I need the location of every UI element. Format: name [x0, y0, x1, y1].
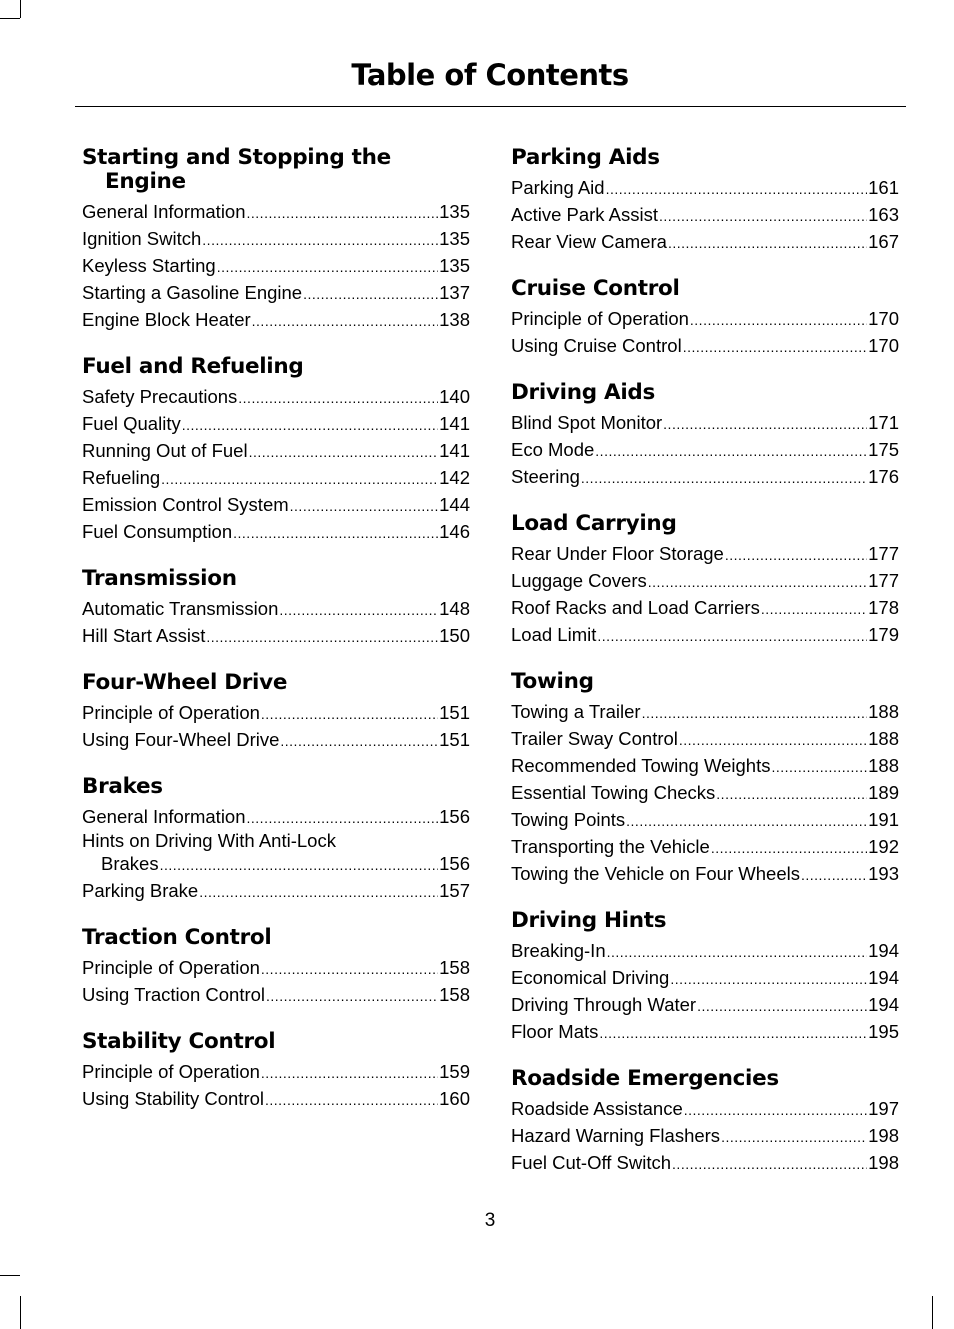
toc-entry[interactable]	[511, 568, 899, 595]
entry-page-number: 177	[868, 570, 899, 591]
dot-leader	[247, 804, 439, 831]
toc-entry[interactable]	[82, 982, 470, 1009]
entry-label: Starting a Gasoline Engine	[82, 282, 303, 303]
title-rule	[75, 106, 906, 107]
dot-leader	[626, 807, 867, 834]
toc-entry[interactable]	[511, 175, 899, 202]
entry-label: Principle of Operation	[82, 1061, 260, 1082]
entry-page-number: 158	[439, 984, 470, 1005]
toc-entry[interactable]	[82, 465, 470, 492]
dot-leader	[206, 623, 438, 650]
entry-label: Principle of Operation	[511, 308, 689, 329]
toc-entry[interactable]	[511, 699, 899, 726]
toc-entry[interactable]	[82, 727, 470, 754]
toc-section	[82, 926, 470, 1009]
dot-leader	[202, 226, 438, 253]
toc-entry[interactable]	[82, 700, 470, 727]
dot-leader	[595, 437, 867, 464]
entry-label: Principle of Operation	[82, 702, 260, 723]
entry-page-number: 176	[868, 466, 899, 487]
entry-page-number: 137	[439, 282, 470, 303]
section-title[interactable]: Stability Control	[82, 1029, 276, 1054]
toc-entry[interactable]	[511, 595, 899, 622]
entry-label: Roof Racks and Load Carriers	[511, 597, 760, 618]
toc-entry[interactable]	[511, 965, 899, 992]
entry-label: Breaking-In	[511, 940, 606, 961]
dot-leader	[711, 834, 867, 861]
dot-leader	[249, 438, 439, 465]
toc-entry[interactable]	[82, 519, 470, 546]
toc-entry[interactable]	[511, 541, 899, 568]
dot-leader	[266, 982, 438, 1009]
toc-section	[82, 355, 470, 546]
entry-page-number: 170	[868, 335, 899, 356]
entry-page-number: 135	[439, 228, 470, 249]
dot-leader	[233, 519, 438, 546]
dot-leader	[668, 229, 867, 256]
entry-page-number: 178	[868, 597, 899, 618]
dot-leader	[182, 411, 438, 438]
entry-page-number: 140	[439, 386, 470, 407]
entry-label: Floor Mats	[511, 1021, 599, 1042]
dot-leader	[716, 780, 867, 807]
dot-leader	[261, 955, 438, 982]
entry-page-number: 141	[439, 440, 470, 461]
dot-leader	[663, 410, 867, 437]
entry-page-number: 194	[868, 994, 899, 1015]
toc-section	[511, 512, 899, 649]
toc-section	[511, 146, 899, 256]
toc-entry[interactable]	[511, 1150, 899, 1177]
entry-page-number: 144	[439, 494, 470, 515]
toc-entry[interactable]	[511, 622, 899, 649]
entry-page-number: 170	[868, 308, 899, 329]
dot-leader	[303, 280, 438, 307]
dot-leader	[684, 1096, 867, 1123]
entry-page-number: 148	[439, 598, 470, 619]
entry-label: Hill Start Assist	[82, 625, 206, 646]
toc-section	[82, 567, 470, 650]
toc-entry[interactable]	[511, 992, 899, 1019]
entry-label: Recommended Towing Weights	[511, 755, 771, 776]
entry-label: Parking Brake	[82, 880, 199, 901]
toc-section	[82, 775, 470, 905]
toc-entry[interactable]	[511, 780, 899, 807]
toc-entry[interactable]	[511, 1096, 899, 1123]
dot-leader	[290, 492, 438, 519]
section-title[interactable]: Driving Aids	[511, 380, 655, 405]
toc-entry[interactable]	[82, 411, 470, 438]
entry-page-number: 189	[868, 782, 899, 803]
dot-leader	[648, 568, 867, 595]
dot-leader	[199, 878, 438, 905]
toc-entry[interactable]	[82, 307, 470, 334]
entry-page-number: 142	[439, 467, 470, 488]
toc-entry[interactable]	[511, 753, 899, 780]
section-title[interactable]: Traction Control	[82, 925, 272, 950]
dot-leader	[217, 253, 438, 280]
entry-label: Emission Control System	[82, 494, 289, 515]
entry-page-number: 188	[868, 701, 899, 722]
entry-label: Using Traction Control	[82, 984, 266, 1005]
dot-leader	[679, 726, 867, 753]
entry-page-number: 192	[868, 836, 899, 857]
entry-page-number: 188	[868, 755, 899, 776]
entry-label: Load Limit	[511, 624, 597, 645]
dot-leader	[238, 384, 438, 411]
entry-page-number: 179	[868, 624, 899, 645]
section-title[interactable]: Starting and Stopping the Engine	[82, 145, 391, 194]
dot-leader	[771, 753, 867, 780]
toc-entry[interactable]	[82, 955, 470, 982]
section-title[interactable]: Parking Aids	[511, 145, 660, 170]
toc-entry[interactable]	[511, 306, 899, 333]
toc-entry[interactable]	[511, 1123, 899, 1150]
entry-page-number: 195	[868, 1021, 899, 1042]
crop-mark-bottom-right-v	[932, 1296, 933, 1329]
entry-label: Active Park Assist	[511, 204, 659, 225]
dot-leader	[690, 306, 867, 333]
entry-label: Safety Precautions	[82, 386, 238, 407]
toc-section	[511, 909, 899, 1046]
entry-page-number: 194	[868, 967, 899, 988]
entry-label: Using Four-Wheel Drive	[82, 729, 280, 750]
crop-mark-top-left-v	[20, 0, 21, 18]
section-title[interactable]: Roadside Emergencies	[511, 1066, 779, 1091]
toc-entry[interactable]	[82, 253, 470, 280]
dot-leader	[607, 938, 868, 965]
entry-page-number: 167	[868, 231, 899, 252]
dot-leader	[761, 595, 867, 622]
entry-page-number: 135	[439, 201, 470, 222]
entry-page-number: 159	[439, 1061, 470, 1082]
entry-page-number: 198	[868, 1152, 899, 1173]
entry-label: Economical Driving	[511, 967, 670, 988]
entry-label: Automatic Transmission	[82, 598, 279, 619]
entry-page-number: 150	[439, 625, 470, 646]
dot-leader	[672, 1150, 867, 1177]
toc-section	[82, 146, 470, 334]
entry-label: Towing the Vehicle on Four Wheels	[511, 863, 800, 884]
toc-entry[interactable]	[511, 229, 899, 256]
toc-entry[interactable]	[82, 1059, 470, 1086]
toc-entry[interactable]	[511, 333, 899, 360]
entry-page-number: 163	[868, 204, 899, 225]
entry-page-number: 157	[439, 880, 470, 901]
toc-section	[511, 381, 899, 491]
entry-label: Brakes	[101, 853, 159, 874]
entry-page-number: 146	[439, 521, 470, 542]
entry-page-number: 156	[439, 853, 470, 874]
section-title[interactable]: Towing	[511, 669, 594, 694]
entry-label: Rear Under Floor Storage	[511, 543, 724, 564]
entry-label: Luggage Covers	[511, 570, 647, 591]
dot-leader	[265, 1086, 438, 1113]
entry-label: Using Cruise Control	[511, 335, 682, 356]
toc-entry[interactable]	[82, 878, 470, 905]
toc-entry[interactable]	[82, 804, 470, 831]
toc-entry[interactable]	[82, 280, 470, 307]
entry-label: Engine Block Heater	[82, 309, 251, 330]
section-title[interactable]: Driving Hints	[511, 908, 667, 933]
entry-page-number: 156	[439, 806, 470, 827]
toc-entry[interactable]	[511, 807, 899, 834]
dot-leader	[252, 307, 438, 334]
section-title[interactable]: Four-Wheel Drive	[82, 670, 288, 695]
section-title[interactable]: Load Carrying	[511, 511, 677, 536]
toc-entry[interactable]	[511, 1019, 899, 1046]
entry-label: Hazard Warning Flashers	[511, 1125, 721, 1146]
toc-entry[interactable]	[511, 861, 899, 888]
toc-section	[82, 1030, 470, 1113]
entry-label: Principle of Operation	[82, 957, 260, 978]
dot-leader	[280, 727, 438, 754]
toc-entry[interactable]	[82, 1086, 470, 1113]
toc-entry[interactable]	[82, 226, 470, 253]
entry-label: Towing Points	[511, 809, 626, 830]
entry-label: Rear View Camera	[511, 231, 667, 252]
toc-entry[interactable]	[511, 464, 899, 491]
toc-entry[interactable]	[511, 834, 899, 861]
toc-entry[interactable]	[82, 438, 470, 465]
dot-leader	[683, 333, 867, 360]
section-title[interactable]: Cruise Control	[511, 276, 680, 301]
entry-label: General Information	[82, 201, 246, 222]
entry-label: Running Out of Fuel	[82, 440, 248, 461]
entry-page-number: 171	[868, 412, 899, 433]
dot-leader	[279, 596, 438, 623]
toc-entry[interactable]	[82, 851, 470, 878]
toc-section	[511, 1067, 899, 1177]
entry-label: Fuel Quality	[82, 413, 181, 434]
dot-leader	[160, 851, 439, 878]
section-title[interactable]: Transmission	[82, 566, 237, 591]
dot-leader	[247, 199, 439, 226]
toc-entry[interactable]	[511, 938, 899, 965]
entry-page-number: 193	[868, 863, 899, 884]
section-title[interactable]: Brakes	[82, 774, 163, 799]
entry-label: Trailer Sway Control	[511, 728, 678, 749]
entry-page-number: 161	[868, 177, 899, 198]
entry-label: Eco Mode	[511, 439, 595, 460]
entry-label: Refueling	[82, 467, 161, 488]
toc-entry[interactable]	[511, 202, 899, 229]
toc-section	[82, 671, 470, 754]
entry-label: Driving Through Water	[511, 994, 697, 1015]
dot-leader	[642, 699, 868, 726]
toc-left-column	[82, 146, 470, 1134]
dot-leader	[697, 992, 867, 1019]
entry-page-number: 188	[868, 728, 899, 749]
page-title: Table of Contents	[351, 58, 629, 92]
entry-page-number: 138	[439, 309, 470, 330]
dot-leader	[721, 1123, 867, 1150]
entry-page-number: 151	[439, 702, 470, 723]
section-title[interactable]: Fuel and Refueling	[82, 354, 304, 379]
dot-leader	[261, 1059, 438, 1086]
entry-page-number: 197	[868, 1098, 899, 1119]
entry-page-number: 141	[439, 413, 470, 434]
dot-leader	[725, 541, 867, 568]
entry-label: Steering	[511, 466, 580, 487]
dot-leader	[801, 861, 867, 888]
toc-entry[interactable]	[82, 596, 470, 623]
entry-label: Keyless Starting	[82, 255, 216, 276]
toc-entry[interactable]	[511, 726, 899, 753]
entry-page-number: 158	[439, 957, 470, 978]
dot-leader	[161, 465, 438, 492]
entry-page-number: 194	[868, 940, 899, 961]
toc-entry[interactable]	[511, 437, 899, 464]
toc-entry[interactable]	[82, 492, 470, 519]
entry-label: Fuel Consumption	[82, 521, 233, 542]
toc-entry[interactable]	[82, 623, 470, 650]
toc-entry-multiline[interactable]	[82, 831, 470, 878]
page-number: 3	[484, 1210, 496, 1231]
dot-leader	[659, 202, 867, 229]
dot-leader	[606, 175, 868, 202]
toc-section	[511, 277, 899, 360]
entry-page-number: 175	[868, 439, 899, 460]
toc-entry[interactable]	[82, 384, 470, 411]
toc-section	[511, 670, 899, 888]
toc-entry[interactable]	[82, 199, 470, 226]
entry-label: Essential Towing Checks	[511, 782, 716, 803]
entry-page-number: 160	[439, 1088, 470, 1109]
entry-page-number: 135	[439, 255, 470, 276]
entry-label: Towing a Trailer	[511, 701, 641, 722]
entry-label: General Information	[82, 806, 246, 827]
toc-entry[interactable]	[511, 410, 899, 437]
dot-leader	[599, 1019, 867, 1046]
entry-page-number: 151	[439, 729, 470, 750]
entry-label: Fuel Cut-Off Switch	[511, 1152, 672, 1173]
entry-label: Transporting the Vehicle	[511, 836, 710, 857]
crop-mark-bottom-left-v	[20, 1296, 21, 1329]
entry-label: Blind Spot Monitor	[511, 412, 663, 433]
entry-page-number: 177	[868, 543, 899, 564]
dot-leader	[581, 464, 867, 491]
toc-right-column	[511, 146, 899, 1198]
dot-leader	[261, 700, 438, 727]
crop-mark-bottom-left-h	[0, 1275, 20, 1276]
dot-leader	[670, 965, 867, 992]
entry-label: Parking Aid	[511, 177, 605, 198]
entry-label: Hints on Driving With Anti-Lock	[82, 830, 336, 851]
dot-leader	[597, 622, 867, 649]
entry-page-number: 191	[868, 809, 899, 830]
entry-label: Using Stability Control	[82, 1088, 264, 1109]
entry-label: Roadside Assistance	[511, 1098, 683, 1119]
entry-page-number: 198	[868, 1125, 899, 1146]
crop-mark-top-left-h	[0, 18, 20, 19]
entry-label: Ignition Switch	[82, 228, 202, 249]
